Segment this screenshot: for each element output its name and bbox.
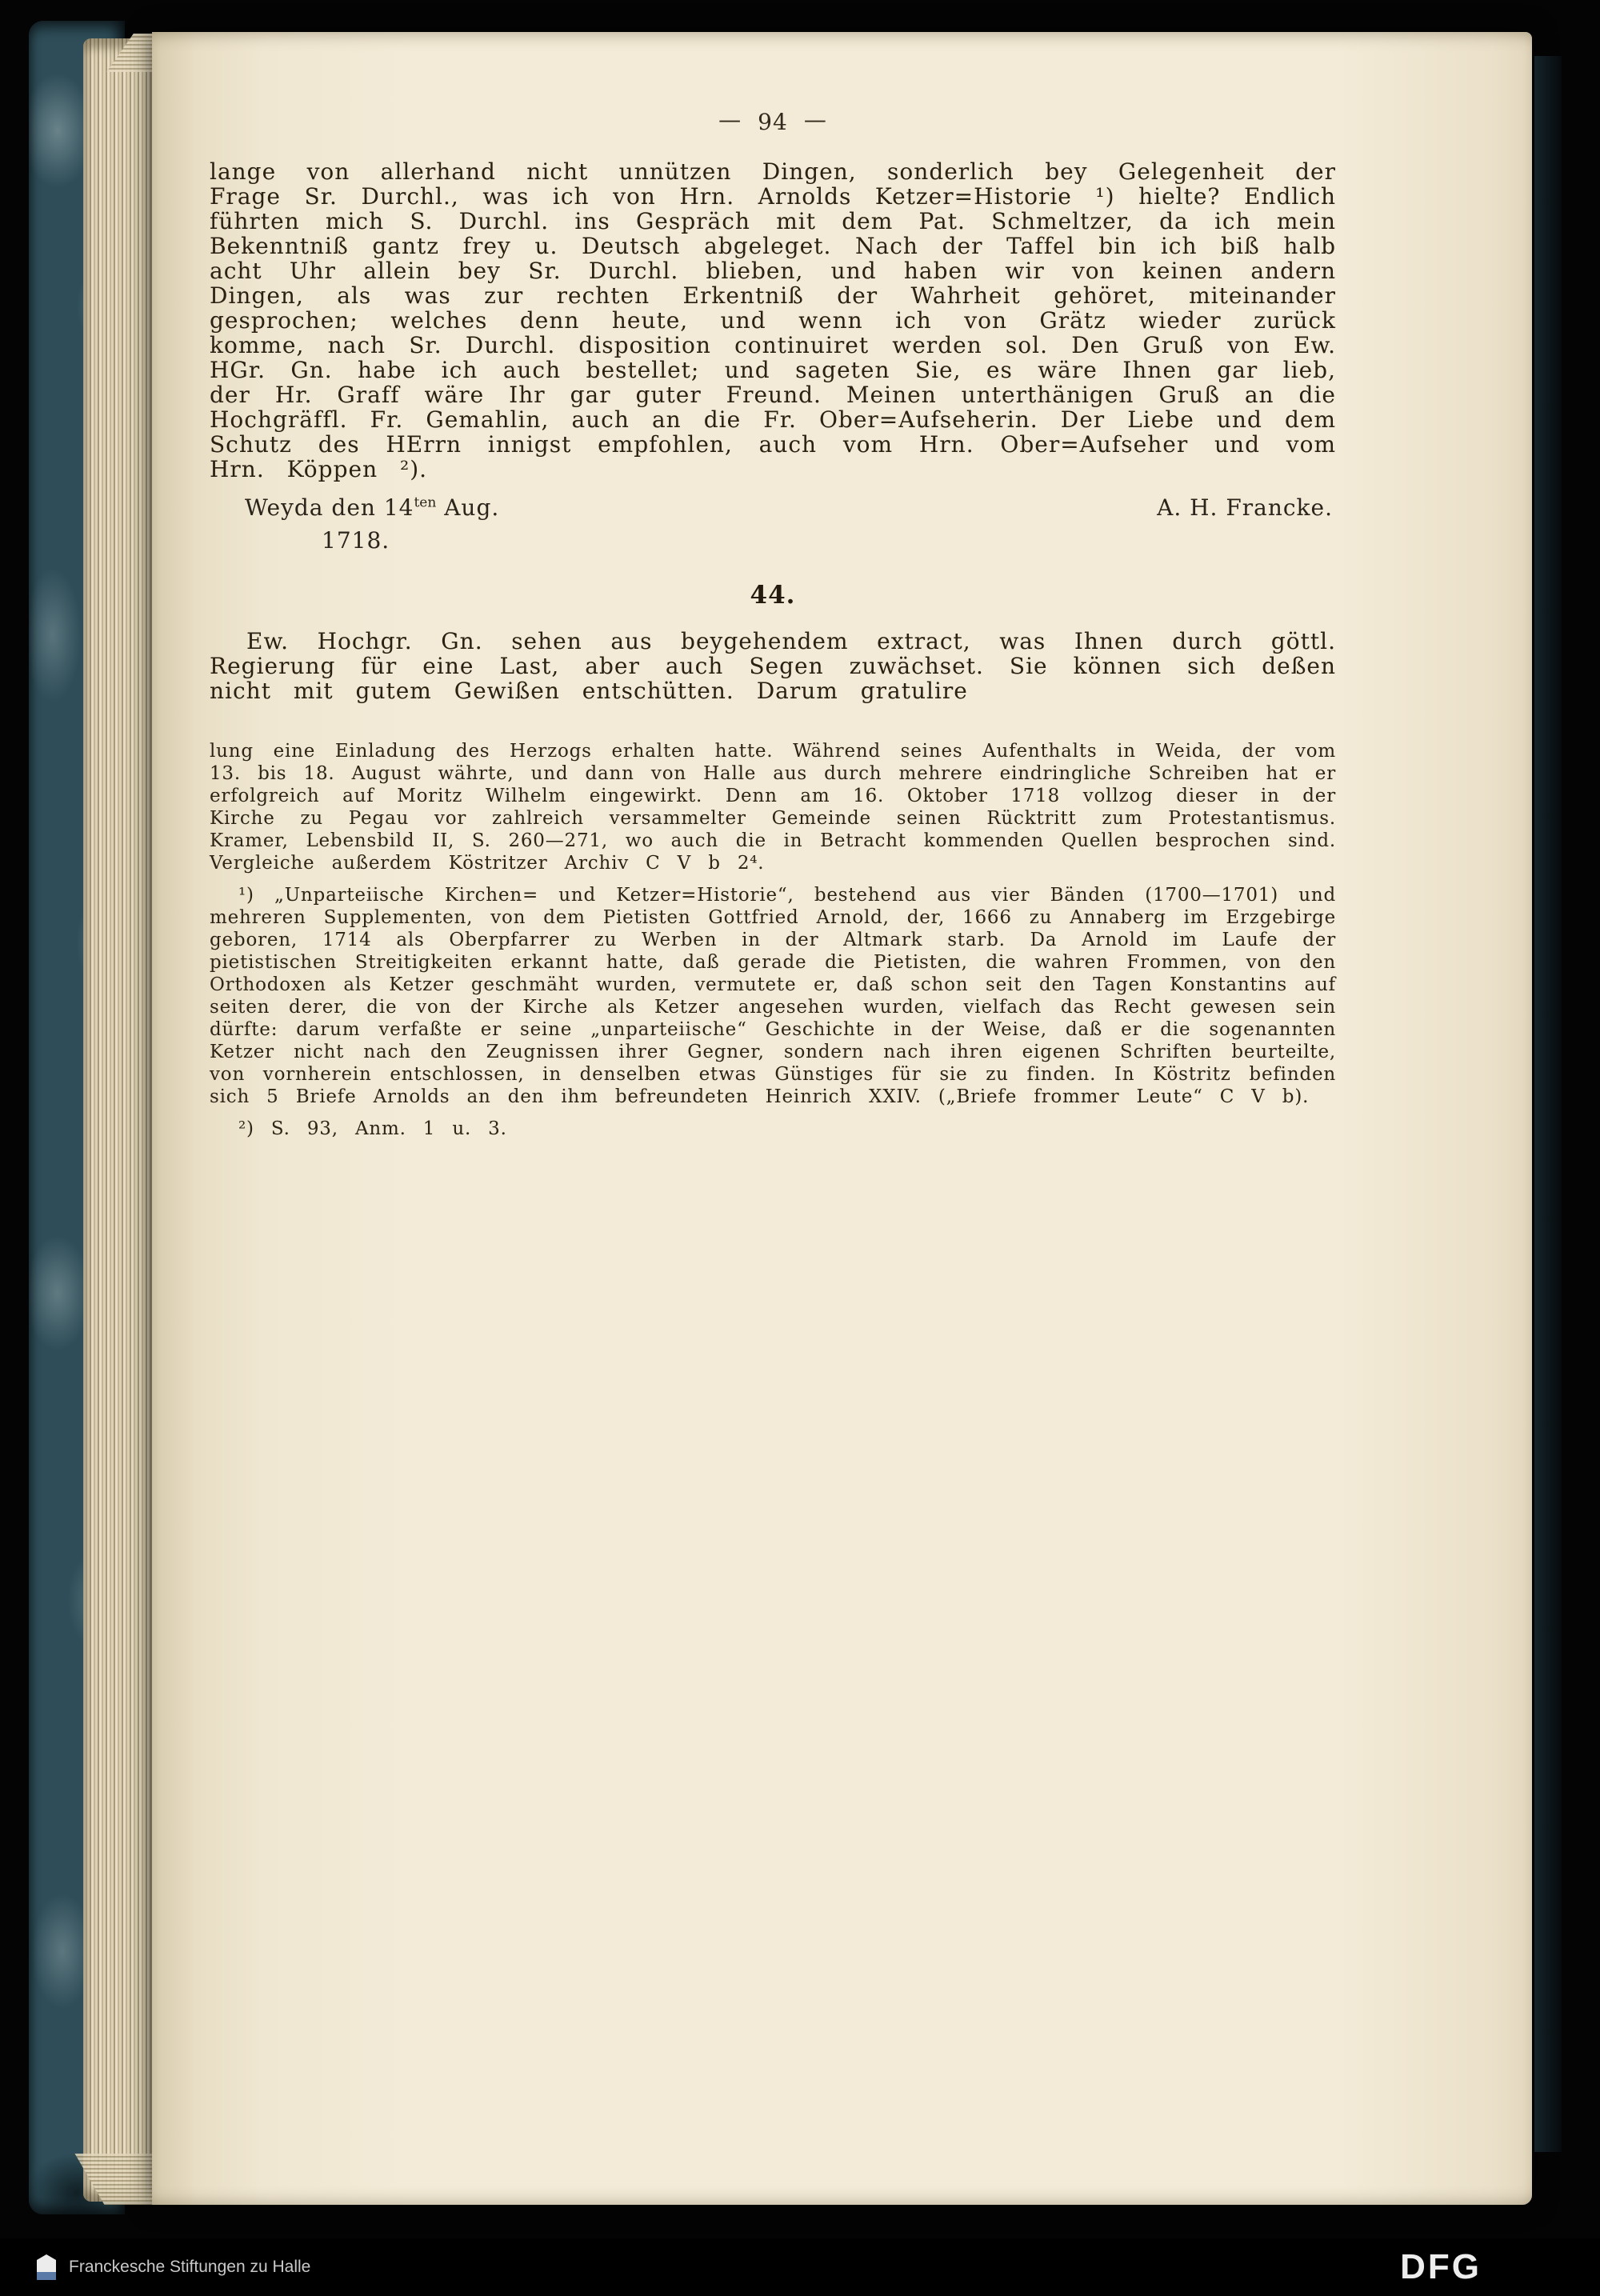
page-edges-spine — [83, 38, 154, 2202]
page-number-value: 94 — [758, 109, 788, 135]
viewer-footer-bar — [0, 2238, 1600, 2296]
institution-name: Franckesche Stiftungen zu Halle — [69, 2258, 311, 2276]
letter-body-text: lange von allerhand nicht unnützen Dingen, sonderlich bey Gelegenheit der Frage Sr. Durchl., was ich von Hrn. Arnolds Ketzer=Historie ¹) hielte? Endlich führten mich S. Durchl. ins Gespräch mit dem Pat. Schmeltzer, da ich mein Bekenntniß gantz frey u. Deutsch abgeleget. Nach der Taffel bin ich biß halb acht Uhr allein bey Sr. Durchl. blieben, und haben wir von keinen andern Dingen, als was zur rechten Erkentniß der Wahrheit gehöret, miteinander gesprochen; welches denn heute, und wenn ich von Grätz wieder zurück komme, nach Sr. Durchl. disposition continuiret werden sol. Den Gruß von Ew. HGr. Gn. habe ich auch bestellet; und sageten Sie, es wäre Ihnen gar lieb, der Hr. Graff wäre Ihr gar guter Freund. Meinen unterthänigen Gruß an die Hochgräffl. Fr. Gemahlin, auch an die Fr. Ober=Aufseherin. Der Liebe und dem Schutz des HErrn innigst empfohlen, auch vom Hrn. Ober=Aufseher und vom Hrn. Köppen ²). — [210, 158, 1336, 482]
book-page — [152, 32, 1532, 2205]
text-column — [152, 32, 1532, 1140]
institution-branding — [37, 2254, 310, 2280]
franckesche-stiftungen-logo-icon — [37, 2254, 56, 2280]
letter-place-date — [245, 494, 499, 521]
dfg-logo: DFG — [1400, 2247, 1482, 2286]
section-number-heading: 44. — [750, 581, 796, 610]
letter-signature: A. H. Francke. — [1157, 494, 1333, 521]
page-number — [210, 106, 1336, 135]
page-number-rule-right: — — [803, 106, 827, 133]
footnote-2: ²) S. 93, Anm. 1 u. 3. — [238, 1118, 507, 1139]
footnotes-block — [210, 740, 1336, 1140]
letter-dateline — [210, 494, 1336, 521]
dateline-month: Aug. — [436, 494, 500, 521]
dateline-text: Weyda den 14 — [245, 494, 414, 521]
dateline-superscript: ten — [414, 494, 437, 511]
right-book-edge — [1534, 56, 1562, 2152]
letter-year: 1718. — [322, 527, 390, 554]
footnote-1: ¹) „Unparteiische Kirchen= und Ketzer=Historie“, bestehend aus vier Bänden (1700—1701) und mehreren Supplementen, von dem Pietisten Gottfried Arnold, der, 1666 zu Annaberg im Erzgebirge geboren, 1714 als Oberpfarrer zu Werben in der Altmark starb. Da Arnold im Laufe der pietistischen Streitigkeiten erkannt hatte, daß gerade die Pietisten, die wahren Frommen, von den Orthodoxen als Ketzer geschmäht wurden, vermutete er, daß schon seit den Tagen Konstantins auf seiten derer, die von der Kirche als Ketzer angesehen wurden, vielfach das Recht gewesen sein dürfte: darum verfaßte er seine „unparteiische“ Geschichte in der Weise, daß er die sogenannten Ketzer nicht nach den Zeugnissen ihrer Gegner, sondern nach ihren eigenen Schriften beurteilte, von vornherein entschlossen, in denselben etwas Günstiges für sie zu finden. In Köstritz befinden sich 5 Briefe Arnolds an den ihm befreundeten Heinrich XXIV. („Briefe frommer Leute“ C V b). — [210, 885, 1336, 1107]
page-number-rule-left: — — [718, 106, 742, 133]
footnote-continuation: lung eine Einladung des Herzogs erhalten hatte. Während seines Aufenthalts in Weida, der vom 13. bis 18. August währte, und dann von Halle aus durch mehrere eindringliche Schreiben hat er erfolgreich auf Moritz Wilhelm eingewirkt. Denn am 16. Oktober 1718 vollzog dieser in der Kirche zu Pegau vor zahlreich versammelter Gemeinde seinen Rücktritt zum Protestantismus. Kramer, Lebensbild II, S. 260—271, wo auch die in Betracht kommenden Quellen besprochen sind. Vergleiche außerdem Köstritzer Archiv C V b 2⁴. — [210, 741, 1336, 874]
section-paragraph: Ew. Hochgr. Gn. sehen aus beygehendem extract, was Ihnen durch göttl. Regierung für eine Last, aber auch Segen zuwächset. Sie können sich deßen nicht mit gutem Gewißen entschütten. Darum gratulire — [210, 628, 1336, 704]
